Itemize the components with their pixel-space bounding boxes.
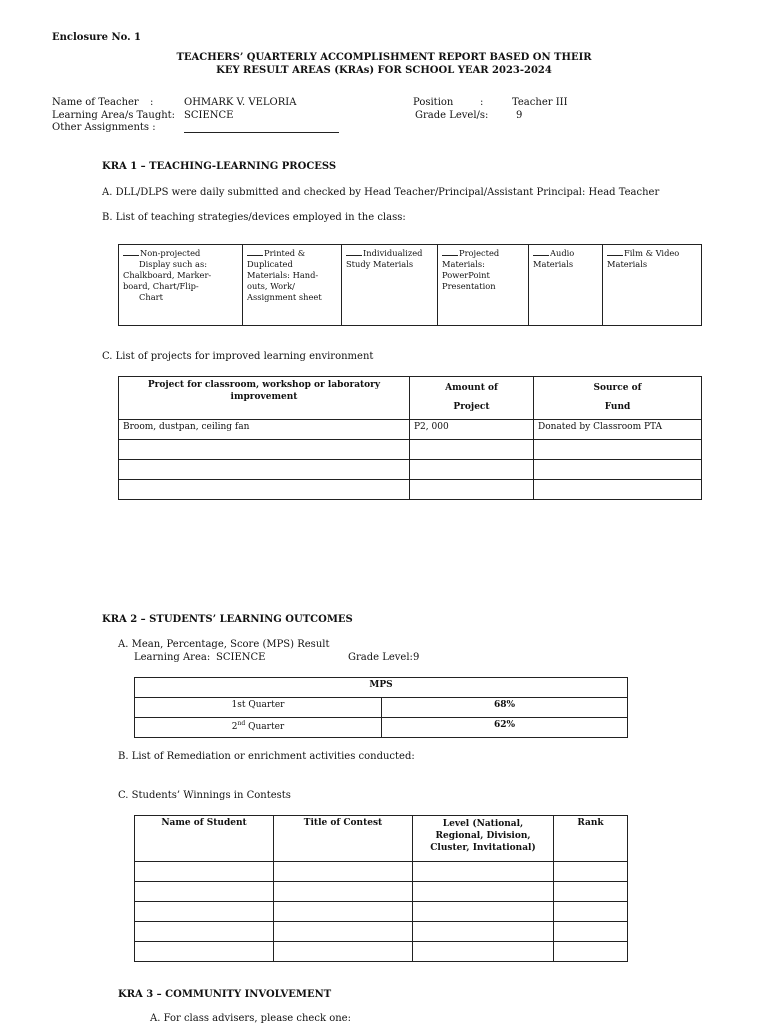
table-row bbox=[119, 460, 702, 480]
table-row bbox=[135, 942, 628, 962]
contest-header-level: Level (National, Regional, Division, Cluster, Invitational) bbox=[413, 816, 554, 862]
other-assignments-line bbox=[184, 121, 339, 136]
projects-header-project: Project for classroom, workshop or laboratory improvement bbox=[119, 377, 410, 420]
name-label: Name of Teacher bbox=[52, 97, 139, 108]
kra2-grade-value: 9 bbox=[413, 652, 420, 663]
kra2-item-a: A. Mean, Percentage, Score (MPS) Result bbox=[118, 639, 330, 650]
projects-header-source: Source of Fund bbox=[534, 377, 702, 420]
strategy-cell: Audio Materials bbox=[529, 245, 603, 326]
report-title-line1: TEACHERS’ QUARTERLY ACCOMPLISHMENT REPORT BASED ON THEIR bbox=[176, 52, 592, 63]
position-colon: : bbox=[480, 97, 484, 108]
kra1-item-a: A. DLL/DLPS were daily submitted and checked by Head Teacher/Principal/Assistant Principal: Head Teacher bbox=[102, 187, 660, 198]
grade-value: 9 bbox=[516, 110, 523, 121]
strategy-cell: Projected Materials: PowerPoint Presentation bbox=[438, 245, 529, 326]
kra1-item-c: C. List of projects for improved learning environment bbox=[102, 351, 374, 362]
strategy-cell: Individualized Study Materials bbox=[342, 245, 438, 326]
strategy-cell: Non-projected Display such as: Chalkboard, Marker- board, Chart/Flip- Chart bbox=[119, 245, 243, 326]
strategy-cell: Film & Video Materials bbox=[603, 245, 702, 326]
other-label: Other Assignments : bbox=[52, 122, 156, 133]
contest-header-rank: Rank bbox=[554, 816, 628, 862]
kra1-item-b: B. List of teaching strategies/devices employed in the class: bbox=[102, 212, 406, 223]
table-row bbox=[119, 440, 702, 460]
mps-table bbox=[134, 677, 628, 738]
table-row bbox=[119, 480, 702, 500]
report-title-line2: KEY RESULT AREAS (KRAs) FOR SCHOOL YEAR 2023-2024 bbox=[216, 65, 552, 76]
kra2-area-label: Learning Area: bbox=[134, 652, 211, 663]
kra2-title: KRA 2 – STUDENTS’ LEARNING OUTCOMES bbox=[102, 614, 353, 625]
strategies-table bbox=[118, 244, 702, 326]
projects-header-amount: Amount of Project bbox=[410, 377, 534, 420]
position-label: Position bbox=[413, 97, 454, 108]
contest-header-name: Name of Student bbox=[135, 816, 274, 862]
area-value: SCIENCE bbox=[184, 110, 234, 121]
table-row bbox=[135, 882, 628, 902]
enclosure-label: Enclosure No. 1 bbox=[52, 32, 142, 43]
table-row bbox=[135, 902, 628, 922]
kra3-item-a: A. For class advisers, please check one: bbox=[150, 1013, 351, 1024]
position-value: Teacher III bbox=[512, 97, 568, 108]
table-row bbox=[135, 862, 628, 882]
table-row bbox=[135, 718, 628, 738]
mps-value-cell: 62% bbox=[382, 718, 628, 738]
kra3-title: KRA 3 – COMMUNITY INVOLVEMENT bbox=[118, 989, 332, 1000]
mps-header: MPS bbox=[135, 678, 628, 698]
mps-quarter-cell: 1st Quarter bbox=[135, 698, 382, 718]
table-row bbox=[135, 922, 628, 942]
table-row bbox=[119, 420, 702, 440]
grade-label: Grade Level/s: bbox=[415, 110, 489, 121]
kra2-item-b: B. List of Remediation or enrichment activities conducted: bbox=[118, 751, 415, 762]
amount-cell: P2, 000 bbox=[410, 420, 534, 440]
kra1-title: KRA 1 – TEACHING-LEARNING PROCESS bbox=[102, 161, 337, 172]
contests-table bbox=[134, 815, 628, 962]
project-cell: Broom, dustpan, ceiling fan bbox=[119, 420, 410, 440]
name-colon: : bbox=[150, 97, 154, 108]
kra2-area-value: SCIENCE bbox=[216, 652, 266, 663]
contest-header-title: Title of Contest bbox=[274, 816, 413, 862]
mps-value-cell: 68% bbox=[382, 698, 628, 718]
projects-table bbox=[118, 376, 702, 500]
table-row bbox=[135, 698, 628, 718]
area-label: Learning Area/s Taught: bbox=[52, 110, 176, 121]
kra2-grade-label: Grade Level: bbox=[348, 652, 413, 663]
strategy-cell: Printed & Duplicated Materials: Hand- outs, Work/ Assignment sheet bbox=[243, 245, 342, 326]
kra2-item-c: C. Students’ Winnings in Contests bbox=[118, 790, 291, 801]
mps-quarter-cell: 2nd Quarter bbox=[135, 718, 382, 738]
name-value: OHMARK V. VELORIA bbox=[184, 97, 297, 108]
source-cell: Donated by Classroom PTA bbox=[534, 420, 702, 440]
